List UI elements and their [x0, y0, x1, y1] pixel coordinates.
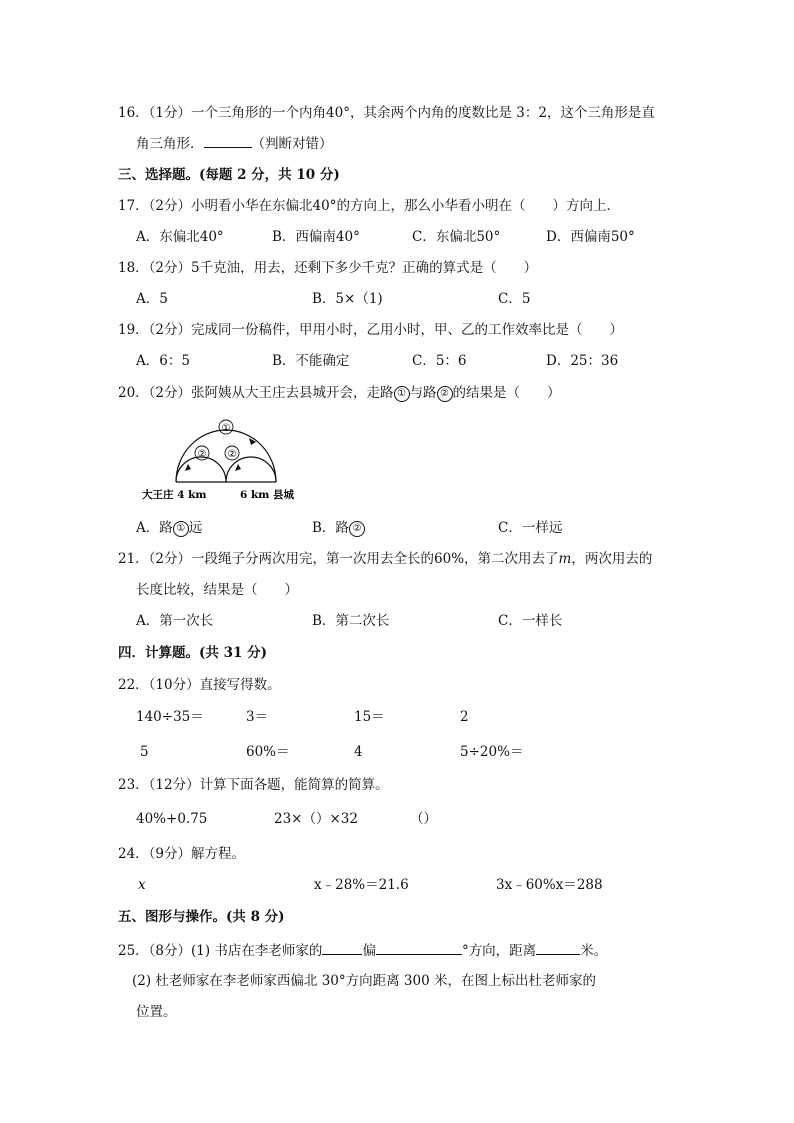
q20-route2-left-arrow [185, 464, 191, 471]
q24-equation-1: x [138, 877, 146, 893]
q22-item-8: 5÷20%＝ [460, 744, 524, 760]
q20-label1: ① [221, 423, 231, 434]
q18-option-a[interactable]: A．5 [136, 291, 168, 307]
q22-item-7: 4 [354, 744, 363, 760]
q17-stem: 17．（2分）小明看小华在东偏北40°的方向上，那么小华看小明在（ ）方向上． [118, 198, 620, 214]
q20-route-diagram [136, 414, 316, 504]
q25-line3: 位置。 [136, 1004, 177, 1020]
q21-line1-text: 21．（2分）一段绳子分两次用完，第一次用去全长的60%，第二次用去了 [118, 551, 559, 567]
q20-stem-part2: 与路 [409, 385, 437, 401]
q19-option-a[interactable]: A．6：5 [136, 353, 190, 369]
q22-item-5: 5 [140, 744, 149, 760]
q16-line2-text: 角三角形． [136, 136, 204, 152]
q20-start-label: 大王庄 4 km [142, 489, 207, 501]
q25-direction-word: 偏 [362, 943, 376, 959]
q20-option-b[interactable] [312, 519, 365, 537]
q16-line2 [136, 134, 333, 153]
q18-option-b[interactable]: B．5×（1) [312, 291, 383, 307]
q25-distance-blank[interactable] [536, 941, 580, 955]
q19-stem: 19．（2分）完成同一份稿件，甲用小时，乙用小时，甲、乙的工作效率比是（ ） [118, 322, 624, 338]
q17-option-b[interactable]: B．西偏南40° [272, 229, 360, 245]
q20-road2-mark: ② [437, 386, 453, 402]
q18-stem: 18．（2分）5千克油，用去，还剩下多少千克？正确的算式是（ ） [118, 260, 538, 276]
q20-label2: ② [197, 449, 207, 460]
section5-title: 五、图形与操作。(共 8 分) [118, 909, 285, 925]
q21-line1 [118, 550, 652, 568]
q25-line1 [118, 941, 607, 960]
q21-option-c[interactable]: C．一样长 [498, 613, 563, 629]
q20-road1-mark: ① [394, 386, 410, 402]
q25-distance-text: °方向，距离 [461, 943, 537, 959]
q20-end-label: 6 km 县城 [240, 489, 295, 501]
q20-route2-right-arc [226, 457, 276, 482]
q20-stem [118, 384, 561, 402]
q20-label3: ② [227, 449, 237, 460]
q19-option-b[interactable]: B．不能确定 [272, 353, 350, 369]
q24-stem: 24．（9分）解方程。 [118, 846, 246, 862]
q20-option-a-suffix: 远 [188, 520, 203, 536]
q16-judge-hint: （判断对错） [251, 136, 333, 152]
q20-option-b-mark: ② [349, 521, 365, 537]
q16-answer-blank[interactable] [204, 134, 252, 148]
q25-angle-blank[interactable] [376, 941, 462, 955]
q24-equation-2: x﹣28%＝21.6 [314, 877, 409, 893]
q25-direction-blank[interactable] [322, 941, 362, 955]
q21-option-a[interactable]: A．第一次长 [136, 613, 214, 629]
q20-route2-right-arrow [235, 464, 241, 471]
q19-option-c[interactable]: C．5：6 [412, 353, 467, 369]
q20-option-a-mark: ① [173, 521, 189, 537]
q20-stem-part1: 20．（2分）张阿姨从大王庄去县城开会，走路 [118, 385, 394, 401]
q25-unit: 米。 [580, 943, 608, 959]
q17-option-a[interactable]: A．东偏北40° [136, 229, 224, 245]
section3-title: 三、选择题。(每题 2 分，共 10 分) [118, 167, 340, 183]
q25-line2: (2) 杜老师家在李老师家西偏北 30°方向距离 300 米，在图上标出杜老师家的 [132, 973, 596, 989]
q21-option-b[interactable]: B．第二次长 [312, 613, 390, 629]
q23-item-1: 40%+0.75 [136, 811, 208, 827]
q19-option-d[interactable]: D．25：36 [546, 353, 619, 369]
q25-line1-text: 25．（8分）(1) 书店在李老师家的 [118, 943, 323, 959]
q20-option-a-text: A．路 [136, 520, 173, 536]
section4-title: 四．计算题。(共 31 分) [118, 645, 267, 661]
q24-equation-3: 3x﹣60%x＝288 [496, 877, 603, 893]
q22-item-6: 60%＝ [246, 744, 290, 760]
q20-option-b-text: B．路 [312, 520, 349, 536]
q20-option-a[interactable] [136, 519, 202, 537]
q18-option-c[interactable]: C．5 [498, 291, 531, 307]
q16-line1: 16．（1分）一个三角形的一个内角40°，其余两个内角的度数比是 3：2，这个三角形是直 [118, 105, 655, 121]
q22-item-2: 3＝ [246, 709, 269, 725]
q21-line2: 长度比较，结果是（ ） [136, 582, 298, 598]
q23-item-2: 23×（）×32 [274, 811, 358, 827]
q22-item-1: 140÷35＝ [136, 709, 204, 725]
q22-item-4: 2 [460, 709, 469, 725]
q23-item-3: （） [410, 811, 437, 827]
q20-route2-left-arc [176, 457, 226, 482]
q22-stem: 22．（10分）直接写得数。 [118, 677, 281, 693]
q17-option-d[interactable]: D．西偏南50° [546, 229, 635, 245]
q22-item-3: 15＝ [354, 709, 385, 725]
q17-option-c[interactable]: C．东偏北50° [412, 229, 501, 245]
q20-option-c[interactable]: C．一样远 [498, 520, 563, 536]
q21-unit: m [558, 551, 572, 567]
q23-stem: 23．（12分）计算下面各题，能简算的简算。 [118, 777, 389, 793]
q21-line1-suffix: ，两次用去的 [571, 551, 653, 567]
q20-stem-part3: 的结果是（ ） [452, 385, 561, 401]
